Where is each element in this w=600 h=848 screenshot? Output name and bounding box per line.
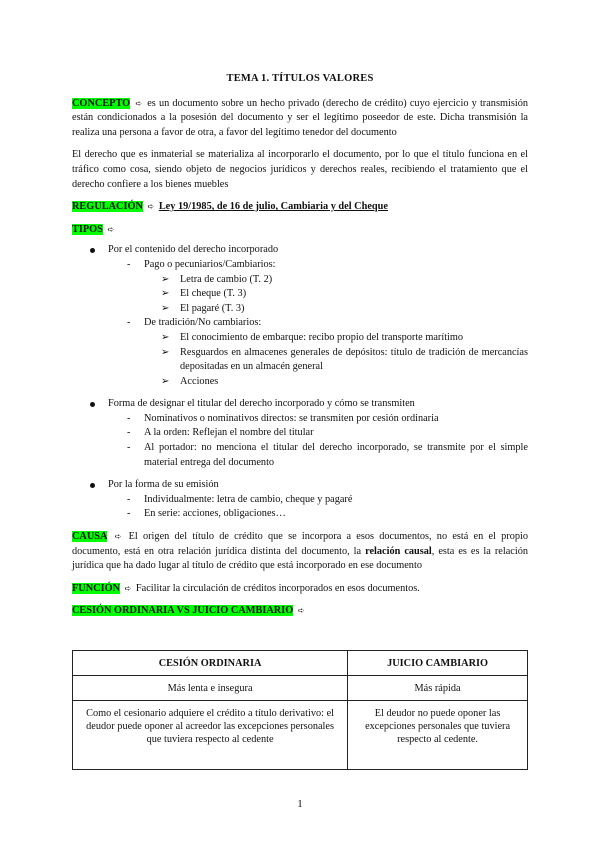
page-number: 1 [297, 798, 303, 810]
bullet-icon [90, 402, 95, 407]
list-item: Por el contenido del derecho incorporado [72, 243, 528, 258]
arrow-bullet-icon: ➢ [161, 375, 170, 387]
bullet-icon [90, 248, 95, 253]
list-item: Por la forma de su emisión [72, 478, 528, 493]
concepto-label: CONCEPTO [72, 97, 131, 109]
tipos-heading [72, 223, 528, 238]
table-row [73, 701, 528, 770]
funcion-paragraph: FUNCIÓN ➪ Facilitar la circulación de créditos incorporados en esos documentos. [72, 582, 420, 594]
funcion-label: FUNCIÓN [72, 582, 121, 594]
arrow-icon: ➪ [147, 202, 155, 212]
arrow-bullet-icon: ➢ [161, 346, 170, 358]
list-item: - Pago o pecuniarios/Cambiarios: [72, 258, 528, 273]
list-item: - A la orden: Reflejan el nombre del titular [72, 426, 528, 441]
arrow-icon: ➪ [114, 532, 122, 542]
dash-icon: - [127, 412, 131, 424]
dash-icon: - [127, 258, 131, 270]
derecho-paragraph: El derecho que es inmaterial se materializa al incorporarlo el documento, por lo que el título funciona en el tráfico como cosa, siendo objeto de negocios jurídicos y derechos reales, recibiendo el tratamiento que el derecho confiere a los bienes muebles [72, 149, 528, 190]
table-cell: Más rápida [348, 676, 528, 701]
causa-label: CAUSA [72, 531, 108, 543]
dash-icon: - [127, 508, 131, 520]
list-item: ➢ Letra de cambio (T. 2) [72, 273, 528, 288]
table-cell: Más lenta e insegura [73, 676, 348, 701]
bullet-icon [90, 483, 95, 488]
tipos-list [72, 243, 528, 522]
list-item: - Individualmente: letra de cambio, cheque y pagaré [72, 493, 528, 508]
cesion-label: CESIÓN ORDINARIA VS JUICIO CAMBIARIO [72, 605, 294, 617]
list-item: ➢ El conocimiento de embarque: recibo propio del transporte marítimo [72, 331, 528, 346]
arrow-bullet-icon: ➢ [161, 302, 170, 314]
list-item: - Al portador: no menciona el titular del derecho incorporado, se transmite por el simple material entrega del documento [127, 442, 528, 468]
list-item: ➢ El cheque (T. 3) [72, 287, 528, 302]
regulacion-law: Ley 19/1985, de 16 de julio, Cambiaria y del Cheque [158, 201, 388, 213]
tipos-label: TIPOS [72, 223, 103, 235]
concepto-text: es un documento sobre un hecho privado (derecho de crédito) cuyo ejercicio y transmisión están condicionados a la posesión del documento y ser el legítimo poseedor de este. Dicha transmisión la realiza una persona a favor de otra, a favor del legítimo tenedor del documento [72, 97, 528, 138]
list-item: - En serie: acciones, obligaciones… [72, 507, 528, 522]
causa-paragraph: CAUSA ➪ El origen del título de crédito que se incorpora a esos documentos, no está en el propio documento, está en otra relación jurídica distinta del documento, la relación causal, esta es es la relación jurídica que ha dado lugar al título de crédito que está incorporado en ese documento [72, 531, 528, 572]
relacion-causal: relación causal [365, 545, 432, 557]
concepto-paragraph [72, 97, 528, 141]
arrow-icon: ➪ [107, 224, 115, 234]
table-cell: Como el cesionario adquiere el crédito a título derivativo: el deudor puede oponer al acreedor las excepciones personales que tuviera respecto al cedente [73, 701, 348, 770]
column-header: CESIÓN ORDINARIA [73, 651, 348, 676]
regulacion-label: REGULACIÓN [72, 201, 143, 213]
arrow-icon: ➪ [135, 98, 143, 108]
column-header: JUICIO CAMBIARIO [348, 651, 528, 676]
table-header-row [73, 651, 528, 676]
list-item: ➢ Resguardos en almacenes generales de depósitos: título de tradición de mercancías depositadas en un almacén general [161, 346, 528, 373]
comparison-table [72, 650, 528, 770]
document-page [72, 72, 528, 619]
arrow-bullet-icon: ➢ [161, 288, 170, 300]
arrow-bullet-icon: ➢ [161, 273, 170, 285]
arrow-icon: ➪ [124, 583, 132, 593]
table-cell: El deudor no puede oponer las excepciones personales que tuviera respecto al cedente. [348, 701, 528, 770]
dash-icon: - [127, 427, 131, 439]
arrow-bullet-icon: ➢ [161, 331, 170, 343]
document-title: TEMA 1. TÍTULOS VALORES [226, 73, 374, 84]
dash-icon: - [127, 442, 131, 454]
list-item: ➢ El pagaré (T. 3) [72, 302, 528, 317]
table-row [73, 676, 528, 701]
regulacion-paragraph [72, 200, 528, 215]
list-item: ➢ Acciones [72, 375, 528, 390]
dash-icon: - [127, 493, 131, 505]
list-item: - De tradición/No cambiarios: [72, 316, 528, 331]
dash-icon: - [127, 317, 131, 329]
arrow-icon: ➪ [297, 606, 305, 616]
list-item: - Nominativos o nominativos directos: se transmiten por cesión ordinaria [72, 412, 528, 427]
list-item: Forma de designar el titular del derecho incorporado y cómo se transmiten [72, 397, 528, 412]
cesion-heading [72, 604, 528, 619]
